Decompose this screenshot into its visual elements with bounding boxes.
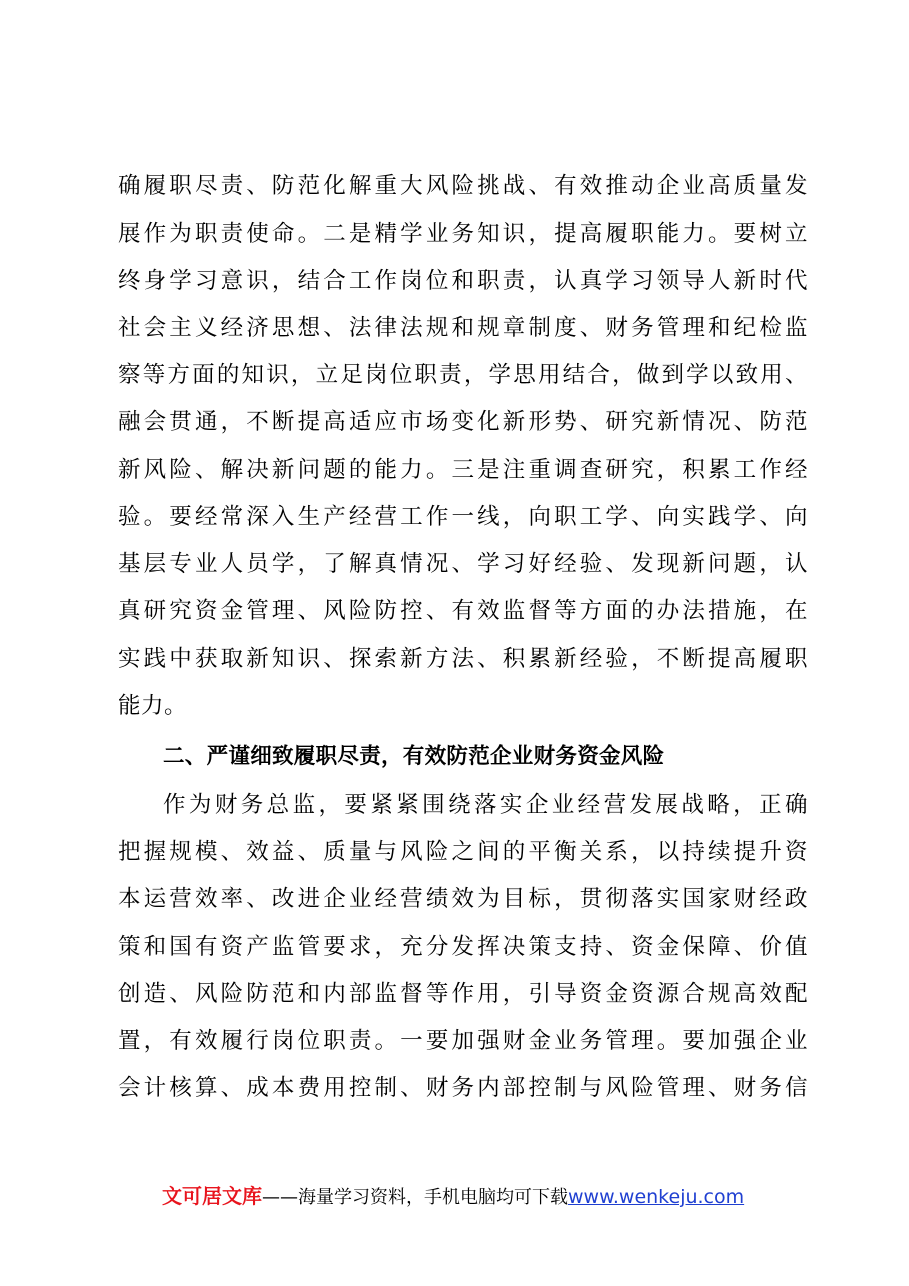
text-line: 终身学习意识，结合工作岗位和职责，认真学习领导人新时代 (118, 268, 808, 294)
text-line: 确履职尽责、防范化解重大风险挑战、有效推动企业高质量发 (118, 173, 808, 199)
website-link[interactable]: www.wenkeju.com (568, 1186, 745, 1208)
section-heading: 二、严谨细致履职尽责，有效防范企业财务资金风险 (163, 744, 665, 769)
text-line: 真研究资金管理、风险防控、有效监督等方面的办法措施，在 (118, 598, 808, 624)
text-line: 新风险、解决新问题的能力。三是注重调查研究，积累工作经 (118, 457, 808, 483)
brand-name: 文可居文库 (162, 1184, 262, 1208)
text-line: 实践中获取新知识、探索新方法、积累新经验，不断提高履职 (118, 646, 808, 672)
text-line: 创造、风险防范和内部监督等作用，引导资金资源合规高效配 (118, 981, 808, 1007)
text-line: 基层专业人员学，了解真情况、学习好经验、发现新问题，认 (118, 551, 808, 577)
footer-banner (162, 1181, 744, 1211)
text-line: 察等方面的知识，立足岗位职责，学思用结合，做到学以致用、 (118, 362, 808, 388)
text-line: 展作为职责使命。二是精学业务知识，提高履职能力。要树立 (118, 221, 808, 247)
text-line: 把握规模、效益、质量与风险之间的平衡关系，以持续提升资 (118, 839, 808, 865)
footer-slogan: ——海量学习资料，手机电脑均可下载 (262, 1187, 568, 1208)
text-line: 融会贯通，不断提高适应市场变化新形势、研究新情况、防范 (118, 409, 808, 435)
text-line: 能力。 (118, 693, 188, 719)
text-line: 社会主义经济思想、法律法规和规章制度、财务管理和纪检监 (118, 315, 808, 341)
text-line: 置，有效履行岗位职责。一要加强财金业务管理。要加强企业 (118, 1028, 808, 1054)
text-line: 验。要经常深入生产经营工作一线，向职工学、向实践学、向 (118, 504, 808, 530)
text-line: 策和国有资产监管要求，充分发挥决策支持、资金保障、价值 (118, 934, 808, 960)
text-line: 本运营效率、改进企业经营绩效为目标，贯彻落实国家财经政 (118, 886, 808, 912)
text-line: 作为财务总监，要紧紧围绕落实企业经营发展战略，正确 (163, 792, 808, 818)
text-line: 会计核算、成本费用控制、财务内部控制与风险管理、财务信 (118, 1075, 808, 1101)
